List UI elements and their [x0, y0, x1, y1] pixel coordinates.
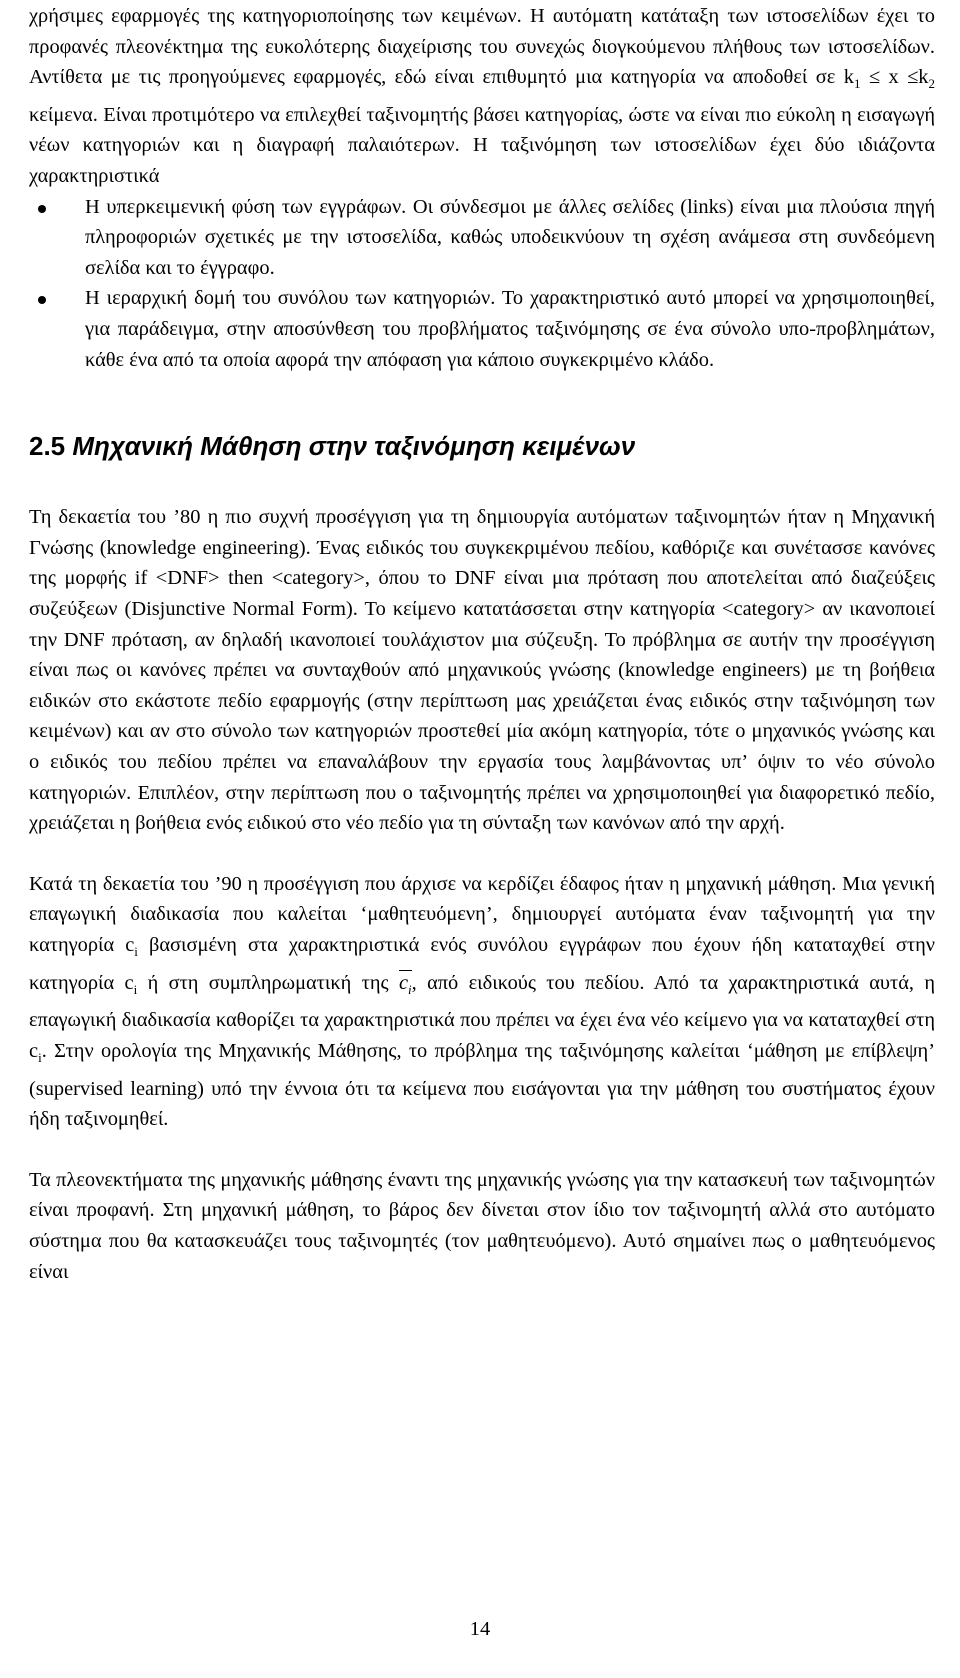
section-number: 2.5 — [29, 431, 66, 462]
intro-text-a: χρήσιμες εφαρμογές της κατηγοριοποίησης των κειμένων. Η αυτόματη κατάταξη των ιστοσελίδων έχει το προφανές πλεονέκτημα της ευκολότερης διαχείρισης του συνεχώς διογκούμενου πλήθους των ιστοσελίδων. Αντίθετα με τις προηγούμενες εφαρμογές, εδώ είναι επιθυμητό μια κατηγορία να αποδοθεί σε k — [29, 5, 935, 89]
list-item — [29, 192, 935, 284]
para2-text-d: , από ειδικούς του πεδίου. Από τα χαρακτηριστικά αυτά, η επαγωγική διαδικασία καθορίζει τα χαρακτηριστικά που πρέπει να έχει ένα νέο κείμενο για να καταταχθεί στη c — [29, 971, 935, 1062]
characteristics-list — [29, 192, 935, 376]
page-number: 14 — [469, 1618, 491, 1640]
paragraph-machine-learning — [29, 869, 935, 1135]
paragraph-knowledge-engineering: Τη δεκαετία του ’80 η πιο συχνή προσέγγιση για τη δημιουργία αυτόματων ταξινομητών ήταν η Μηχανική Γνώσης (knowledge engineering). Ένας ειδικός του συγκεκριμένου πεδίου, καθόριζε και συνέτασσε κανόνες της μορφής if <DNF> then <category>, όπου το DNF είναι μια πρόταση που αποτελείται από διαζεύξεις συζεύξεων (Disjunctive Normal Form). Το κείμενο κατατάσσεται στην κατηγορία <category> αν ικανοποιεί την DNF πρόταση, αν δηλαδή ικανοποιεί τουλάχιστον μια σύζευξη. Το πρόβλημα σε αυτήν την προσέγγιση είναι πως οι κανόνες πρέπει να συνταχθούν από μηχανικούς γνώσης (knowledge engineers) με τη βοήθεια ειδικών στο εκάστοτε πεδίο εφαρμογής (στην περίπτωση μας χρειάζεται ένας ειδικός στην ταξινόμηση των κειμένων) και αν στο σύνολο των κατηγοριών προστεθεί μία ακόμη κατηγορία, τότε ο μηχανικός γνώσης και ο ειδικός του πεδίου πρέπει να επαναλάβουν την εργασία τους λαμβάνοντας υπ’ όψιν το νέο σύνολο κατηγοριών. Επιπλέον, στην περίπτωση που ο ταξινομητής πρέπει να χρησιμοποιηθεί για διαφορετικό πεδίο, χρειάζεται η βοήθεια ενός ειδικού στο νέο πεδίο για τη σύνταξη των κανόνων από την αρχή. — [29, 506, 935, 835]
section-heading — [29, 430, 935, 462]
subscript-1: 1 — [853, 76, 861, 92]
le-symbol-2: ≤ — [898, 66, 919, 89]
list-item-text: Η ιεραρχική δομή του συνόλου των κατηγοριών. Το χαρακτηριστικό αυτό μπορεί να χρησιμοποιηθεί, για παράδειγμα, στην αποσύνθεση του προβλήματος ταξινόμησης σε ένα σύνολο υπο-προβλημάτων, κάθε ένα από τα οποία αφορά την απόφαση για κάποιο συγκεκριμένο κλάδο. — [85, 287, 935, 371]
list-item-text: Η υπερκειμενική φύση των εγγράφων. Οι σύνδεσμοι με άλλες σελίδες (links) είναι μια πλούσια πηγή πληροφοριών σχετικές με την ιστοσελίδα, καθώς υποδεικνύουν τη σχέση ανάμεσα στη συνδεόμενη σελίδα και το έγγραφο. — [85, 195, 935, 279]
intro-text-b: κείμενα. Είναι προτιμότερο να επιλεχθεί ταξινομητής βάσει κατηγορίας, ώστε να είναι πιο εύκολη η εισαγωγή νέων κατηγοριών και η διαγραφή παλαιότερων. Η ταξινόμηση των ιστοσελίδων έχει δύο ιδιάζοντα χαρακτηριστικά — [29, 103, 935, 188]
bullet-icon — [38, 296, 46, 304]
subscript-i: i — [134, 944, 138, 959]
para2-text-b: βασισμένη στα χαρακτηριστικά ενός συνόλου εγγράφων που έχουν ήδη καταταχθεί στην κατηγορία c — [29, 933, 935, 994]
list-item — [29, 283, 935, 375]
para2-text-a: Κατά τη δεκαετία του ’90 η προσέγγιση που άρχισε να κερδίζει έδαφος ήταν η μηχανική μάθηση. Μια γενική επαγωγική διαδικασία που καλείται ‘μαθητευόμενη’, δημιουργεί αυτόματα έναν ταξινομητή για την κατηγορία c — [29, 872, 935, 956]
intro-paragraph — [29, 1, 935, 192]
subscript-i: i — [38, 1049, 42, 1065]
variable-k2: k — [918, 66, 929, 89]
complement-symbol — [398, 970, 412, 997]
complement-c: c — [398, 971, 408, 994]
subscript-i: i — [133, 981, 138, 997]
para2-text-c: ή στη συμπληρωματική της — [137, 971, 399, 994]
le-symbol-1: ≤ — [860, 66, 889, 89]
bullet-icon — [38, 205, 46, 213]
document-page — [29, 0, 935, 1287]
complement-subscript: i — [408, 981, 412, 997]
section-title: Μηχανική Μάθηση στην ταξινόμηση κειμένων — [72, 431, 636, 462]
para2-text-e: . Στην ορολογία της Μηχανικής Μάθησης, το πρόβλημα της ταξινόμησης καλείται ‘μάθηση με επίβλεψη’ (supervised learning) υπό την έννοια ότι τα κείμενα που εισάγονται για την μάθηση του συστήματος έχουν ήδη ταξινομηθεί. — [29, 1039, 935, 1131]
paragraph-advantages: Τα πλεονεκτήματα της μηχανικής μάθησης έναντι της μηχανικής γνώσης για την κατασκευή των ταξινομητών είναι προφανή. Στη μηχανική μάθηση, το βάρος δεν δίνεται στον ίδιο τον ταξινομητή αλλά στο αυτόματο σύστημα που θα κατασκευάζει τους ταξινομητές (τον μαθητευόμενο). Αυτό σημαίνει πως ο μαθητευόμενος είναι — [29, 1168, 935, 1283]
subscript-2: 2 — [928, 76, 935, 92]
variable-x: x — [888, 66, 899, 89]
